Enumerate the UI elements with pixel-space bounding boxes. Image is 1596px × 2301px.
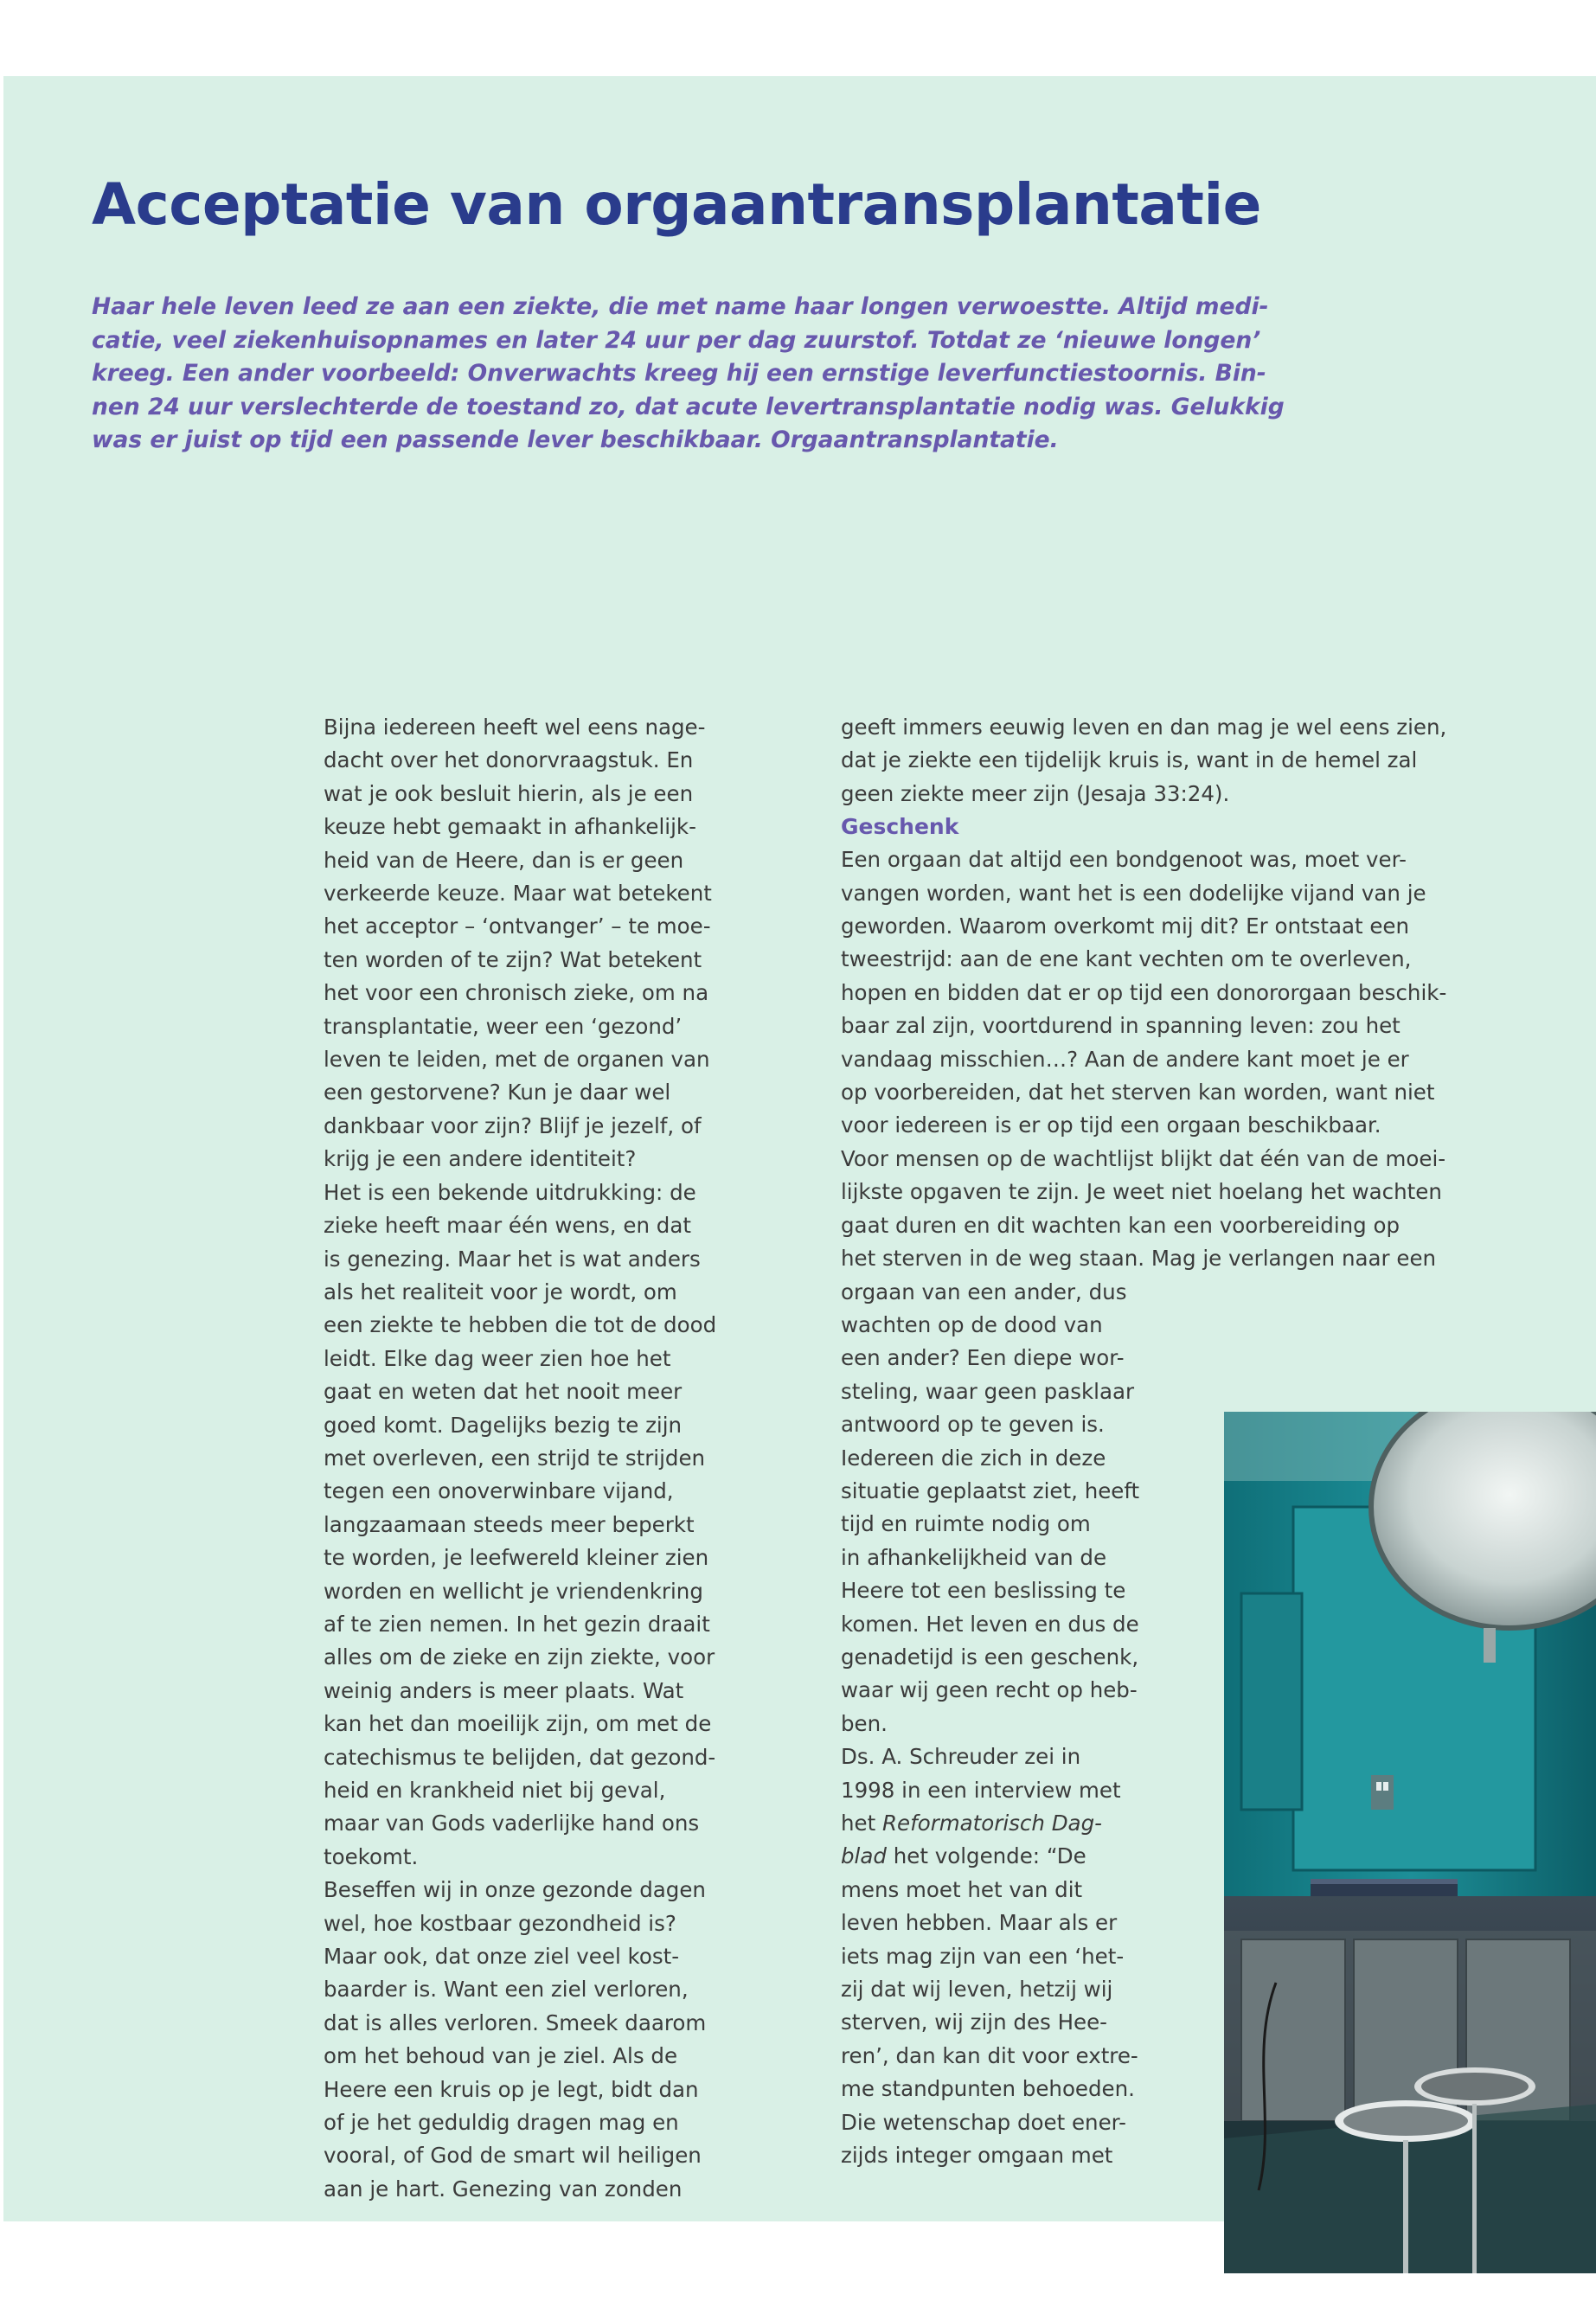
article-title: Acceptatie van orgaantransplantatie [92, 171, 1261, 238]
paragraph: geeft immers eeuwig leven en dan mag je wel eens zien, dat je ziekte een tijdelijk kruis is, want in de hemel zal geen ziekte meer zijn (Jesaja 33:24). [841, 715, 1447, 806]
column-left [324, 711, 791, 2206]
operating-room-photo [1224, 1412, 1596, 2273]
paragraph: Beseffen wij in onze gezonde dagen wel, hoe kostbaar gezondheid is? Maar ook, dat onze ziel veel kost- baarder is. Want een ziel verloren, dat is alles verloren. Smeek daarom om het behoud van je ziel. Als de Heere een kruis op je legt, bidt dan of je het geduldig dragen mag en vooral, of God de smart wil heiligen aan je hart. Genezing van zonden [324, 1877, 707, 2202]
section-heading: Geschenk [841, 814, 959, 840]
paragraph-quote [841, 1740, 1204, 2172]
article-intro: Haar hele leven leed ze aan een ziekte, die met name haar longen verwoestte. Altijd medi- catie, veel ziekenhuisopnames en later 24 uur per dag zuurstof. Totdat ze ‘nieuwe longen’ kreeg. Een ander voorbeeld: Onverwachts kreeg hij een ernstige leverfunctiestoornis. Bin- nen 24 uur verslechterde de toestand zo, dat acute levertransplantatie nodig was. Gelukkig was er juist op tijd een passende lever beschikbaar. Orgaantransplantatie. [92, 293, 1285, 453]
paragraph: Een orgaan dat altijd een bondgenoot was, moet ver- vangen worden, want het is een dodelijke vijand van je geworden. Waarom overkomt mij dit? Er ontstaat een tweestrijd: aan de ene kant vechten om te overleven, hopen en bidden dat er op tijd een donororgaan beschik- baar zal zijn, voortdurend in spanning leven: zou het vandaag misschien…? Aan de andere kant moet je er op voorbereiden, dat het sterven kan worden, want niet voor iedereen is er op tijd een orgaan beschikbaar. [841, 847, 1447, 1138]
quote-end: het volgende: “De mens moet het van dit leven hebben. Maar als er iets mag zijn van een ‘het- zij dat wij leven, hetzij wij sterven, wij zijn des Hee- ren’, dan kan dit voor extre- me standpunten behoeden. Die wetenschap doet ener- zijds integer omgaan met [841, 1843, 1138, 2169]
quote-start: Ds. A. Schreuder zei in 1998 in een interview met het [841, 1744, 1121, 1836]
paragraph: Iedereen die zich in deze situatie geplaatst ziet, heeft tijd en ruimte nodig om in afhankelijkheid van de Heere tot een beslissing te komen. Het leven en dus de genadetijd is een geschenk, waar wij geen recht op heb- ben. [841, 1445, 1140, 1736]
paragraph-wrapped: orgaan van een ander, dus wachten op de dood van een ander? Een diepe wor- steling, waar geen pasklaar antwoord op te geven is. [841, 1279, 1135, 1438]
paragraph: Voor mensen op de wachtlijst blijkt dat één van de moei- lijkste opgaven te zijn. Je weet niet hoelang het wachten gaat duren en dit wachten kan een voorbereiding op het sterven in de weg staan. Mag je verlangen naar een [841, 1145, 1446, 1272]
magazine-page [3, 76, 1596, 2221]
paragraph: Bijna iedereen heeft wel eens nage- dacht over het donorvraagstuk. En wat je ook besluit hierin, als je een keuze hebt gemaakt in afhankelijk- heid van de Heere, dan is er geen verkeerde keuze. Maar wat betekent het acceptor – ‘ontvanger’ – te moe- ten worden of te zijn? Wat betekent het voor een chronisch zieke, om na transplantatie, weer een ‘gezond’ leven te leiden, met de organen van een gestorvene? Kun je daar wel dankbaar voor zijn? Blijf je jezelf, of krijg je een andere identiteit? [324, 715, 712, 1172]
paragraph: Het is een bekende uitdrukking: de zieke heeft maar één wens, en dat is genezing. Maar het is wat anders als het realiteit voor je wordt, om een ziekte te hebben die tot de dood leidt. Elke dag weer zien hoe het gaat en weten dat het nooit meer goed komt. Dagelijks bezig te zijn met overleven, een strijd te strijden tegen een onoverwinbare vijand, langzaamaan steeds meer beperkt te worden, je leefwereld kleiner zien worden en wellicht je vriendenkring af te zien nemen. In het gezin draait alles om de zieke en zijn ziekte, voor weinig anders is meer plaats. Wat kan het dan moeilijk zijn, om met de catechismus te belijden, dat gezond- heid en krankheid niet bij geval, maar van Gods vaderlijke hand ons toekomt. [324, 1179, 717, 1869]
newspaper-name: Reformatorisch Dag- blad [841, 1811, 1102, 1869]
